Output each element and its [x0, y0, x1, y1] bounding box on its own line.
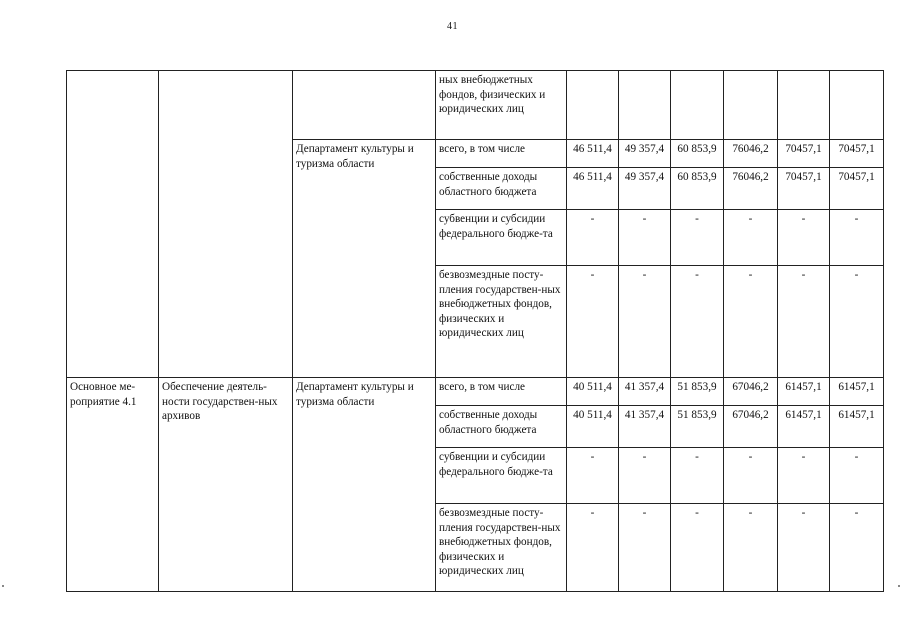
value-cell: 61457,1 — [830, 406, 884, 448]
value-cell: 70457,1 — [830, 168, 884, 210]
value-cell: - — [671, 448, 724, 504]
value-cell: - — [567, 448, 619, 504]
value-cell: - — [830, 266, 884, 378]
value-cell: - — [724, 210, 778, 266]
value-cell: - — [671, 504, 724, 592]
value-cell — [778, 71, 830, 140]
value-cell: 40 511,4 — [567, 406, 619, 448]
value-cell: 49 357,4 — [619, 168, 671, 210]
value-cell: 76046,2 — [724, 168, 778, 210]
value-cell: 70457,1 — [830, 140, 884, 168]
value-cell: 61457,1 — [830, 378, 884, 406]
value-cell: 46 511,4 — [567, 168, 619, 210]
value-cell: - — [619, 210, 671, 266]
value-cell: - — [619, 504, 671, 592]
value-cell: - — [567, 210, 619, 266]
source-cell: субвенции и субсидии федерального бюдже-та — [436, 448, 567, 504]
value-cell — [671, 71, 724, 140]
value-cell: - — [724, 266, 778, 378]
value-cell: 60 853,9 — [671, 168, 724, 210]
name-cell — [159, 71, 293, 378]
value-cell: 70457,1 — [778, 168, 830, 210]
value-cell — [724, 71, 778, 140]
value-cell: 61457,1 — [778, 406, 830, 448]
table-row — [67, 378, 884, 406]
value-cell: - — [567, 504, 619, 592]
budget-table — [66, 70, 884, 592]
value-cell: 70457,1 — [778, 140, 830, 168]
value-cell — [830, 71, 884, 140]
value-cell — [619, 71, 671, 140]
page-number: 41 — [447, 21, 458, 32]
value-cell: - — [830, 448, 884, 504]
source-cell: собственные доходы областного бюджета — [436, 168, 567, 210]
value-cell: - — [724, 504, 778, 592]
executor-cell: Департамент культуры и туризма области — [293, 140, 436, 378]
status-cell — [67, 71, 159, 378]
source-cell: безвозмездные посту-пления государствен-ных внебюджетных фондов, физических и юридических лиц — [436, 504, 567, 592]
value-cell: 46 511,4 — [567, 140, 619, 168]
value-cell: - — [778, 504, 830, 592]
value-cell: - — [830, 210, 884, 266]
value-cell: 67046,2 — [724, 406, 778, 448]
name-cell: Обеспечение деятель-ности государствен-ных архивов — [159, 378, 293, 592]
value-cell: - — [830, 504, 884, 592]
value-cell: 41 357,4 — [619, 406, 671, 448]
value-cell: 67046,2 — [724, 378, 778, 406]
status-cell: Основное ме-роприятие 4.1 — [67, 378, 159, 592]
value-cell: - — [567, 266, 619, 378]
value-cell: - — [778, 266, 830, 378]
value-cell: 51 853,9 — [671, 378, 724, 406]
value-cell: - — [671, 266, 724, 378]
scan-speck — [2, 585, 4, 587]
value-cell: 40 511,4 — [567, 378, 619, 406]
value-cell: - — [778, 448, 830, 504]
source-cell: безвозмездные посту-пления государствен-ных внебюджетных фондов, физических и юридических лиц — [436, 266, 567, 378]
value-cell: - — [619, 448, 671, 504]
executor-cell: Департамент культуры и туризма области — [293, 378, 436, 592]
value-cell: - — [778, 210, 830, 266]
source-cell: ных внебюджетных фондов, физических и юридических лиц — [436, 71, 567, 140]
value-cell: 61457,1 — [778, 378, 830, 406]
value-cell: 76046,2 — [724, 140, 778, 168]
source-cell: собственные доходы областного бюджета — [436, 406, 567, 448]
source-cell: субвенции и субсидии федерального бюдже-та — [436, 210, 567, 266]
scan-speck — [898, 585, 900, 587]
value-cell: 60 853,9 — [671, 140, 724, 168]
value-cell: - — [671, 210, 724, 266]
source-cell: всего, в том числе — [436, 378, 567, 406]
value-cell: 41 357,4 — [619, 378, 671, 406]
value-cell: 51 853,9 — [671, 406, 724, 448]
value-cell: - — [724, 448, 778, 504]
table-row — [67, 71, 884, 140]
source-cell: всего, в том числе — [436, 140, 567, 168]
value-cell — [567, 71, 619, 140]
value-cell: 49 357,4 — [619, 140, 671, 168]
value-cell: - — [619, 266, 671, 378]
executor-cell — [293, 71, 436, 140]
